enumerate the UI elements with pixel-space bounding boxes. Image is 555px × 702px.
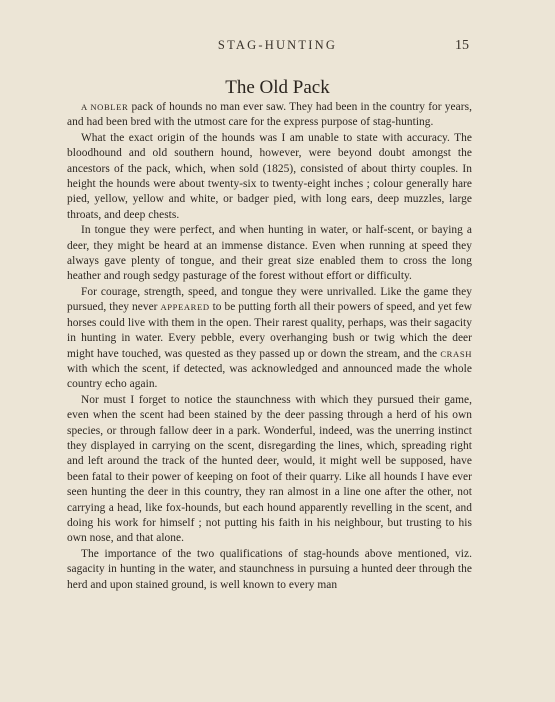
paragraph-4-small-caps-b: CRASH (440, 348, 472, 359)
paragraph-1-text: pack of hounds no man ever saw. They had been in the country for years, and had been bred with the utmost care for the express purpose of stag-hunting. (67, 101, 472, 129)
paragraph-1-small-caps-lead: A NOBLER (81, 102, 129, 112)
paragraph-1 (67, 100, 472, 131)
running-head: STAG-HUNTING (217, 38, 338, 52)
paragraph-4-small-caps-a: APPEARED (160, 302, 210, 313)
paragraph-4-text-b: to be putting forth all their powers of speed, and yet few horses could live with them in the open. Their rarest quality, perhaps, was their sagacity in hunting in water. Every pebble, every overhanging bush or twig which the deer might have touched, was quested as they passed up or down the stream, and the (67, 301, 472, 360)
paragraph-3: In tongue they were perfect, and when hunting in water, or half-scent, or baying a deer, they might be heard at an immense distance. Even when running at speed they always gave plenty of tongue, and their great size enabled them to cross the long heather and rough sedgy pasturage of the forest without effort or difficulty. (67, 224, 472, 283)
paragraph-4 (67, 285, 472, 393)
paragraph-4-text-a: For courage, strength, speed, and tongue they were unrivalled. Like the game they pursued, they never (67, 285, 472, 314)
body-text (67, 100, 472, 593)
paragraph-6: The importance of the two qualifications of stag-hounds above mentioned, viz. sagacity in hunting in the water, and staunchness in pursuing a hunted deer through the herd and upon stained ground, is well known to every man (67, 547, 472, 591)
paragraph-2: What the exact origin of the hounds was I am unable to state with accuracy. The bloodhound and old southern hound, however, were beyond doubt amongst the ancestors of the pack, which, when sold (1825), consisted of about thirty couples. In height the hounds were about twenty-six to twenty-eight inches ; colour generally hare pied, yellow, yellow and white, or badger pied, with long ears, deep muzzles, large throats, and deep chests. (67, 131, 472, 221)
paragraph-5: Nor must I forget to notice the staunchness with which they pursued their game, even when the scent had been stained by the deer passing through a herd of his own species, or through fallow deer in a park. Wonderful, indeed, was the unerring instinct they displayed in carrying on the scent, disregarding the lines, which, spreading right and left around the track of the hunted deer, would, it might well be supposed, have been fatal to their power of keeping on foot of their quarry. Like all hounds I have ever seen hunting the deer in this country, they ran almost in a line one after the other, not carrying a head, like fox-hounds, but each hound apparently revelling in the scent, and doing his work for himself ; not putting his faith in his neighbour, but trusting to his own nose, and that alone. (67, 393, 472, 545)
chapter-title: The Old Pack (225, 77, 330, 98)
page-number: 15 (455, 38, 469, 53)
paragraph-4-text-c: with which the scent, if detected, was acknowledged and announced made the whole country echo again. (67, 362, 472, 391)
